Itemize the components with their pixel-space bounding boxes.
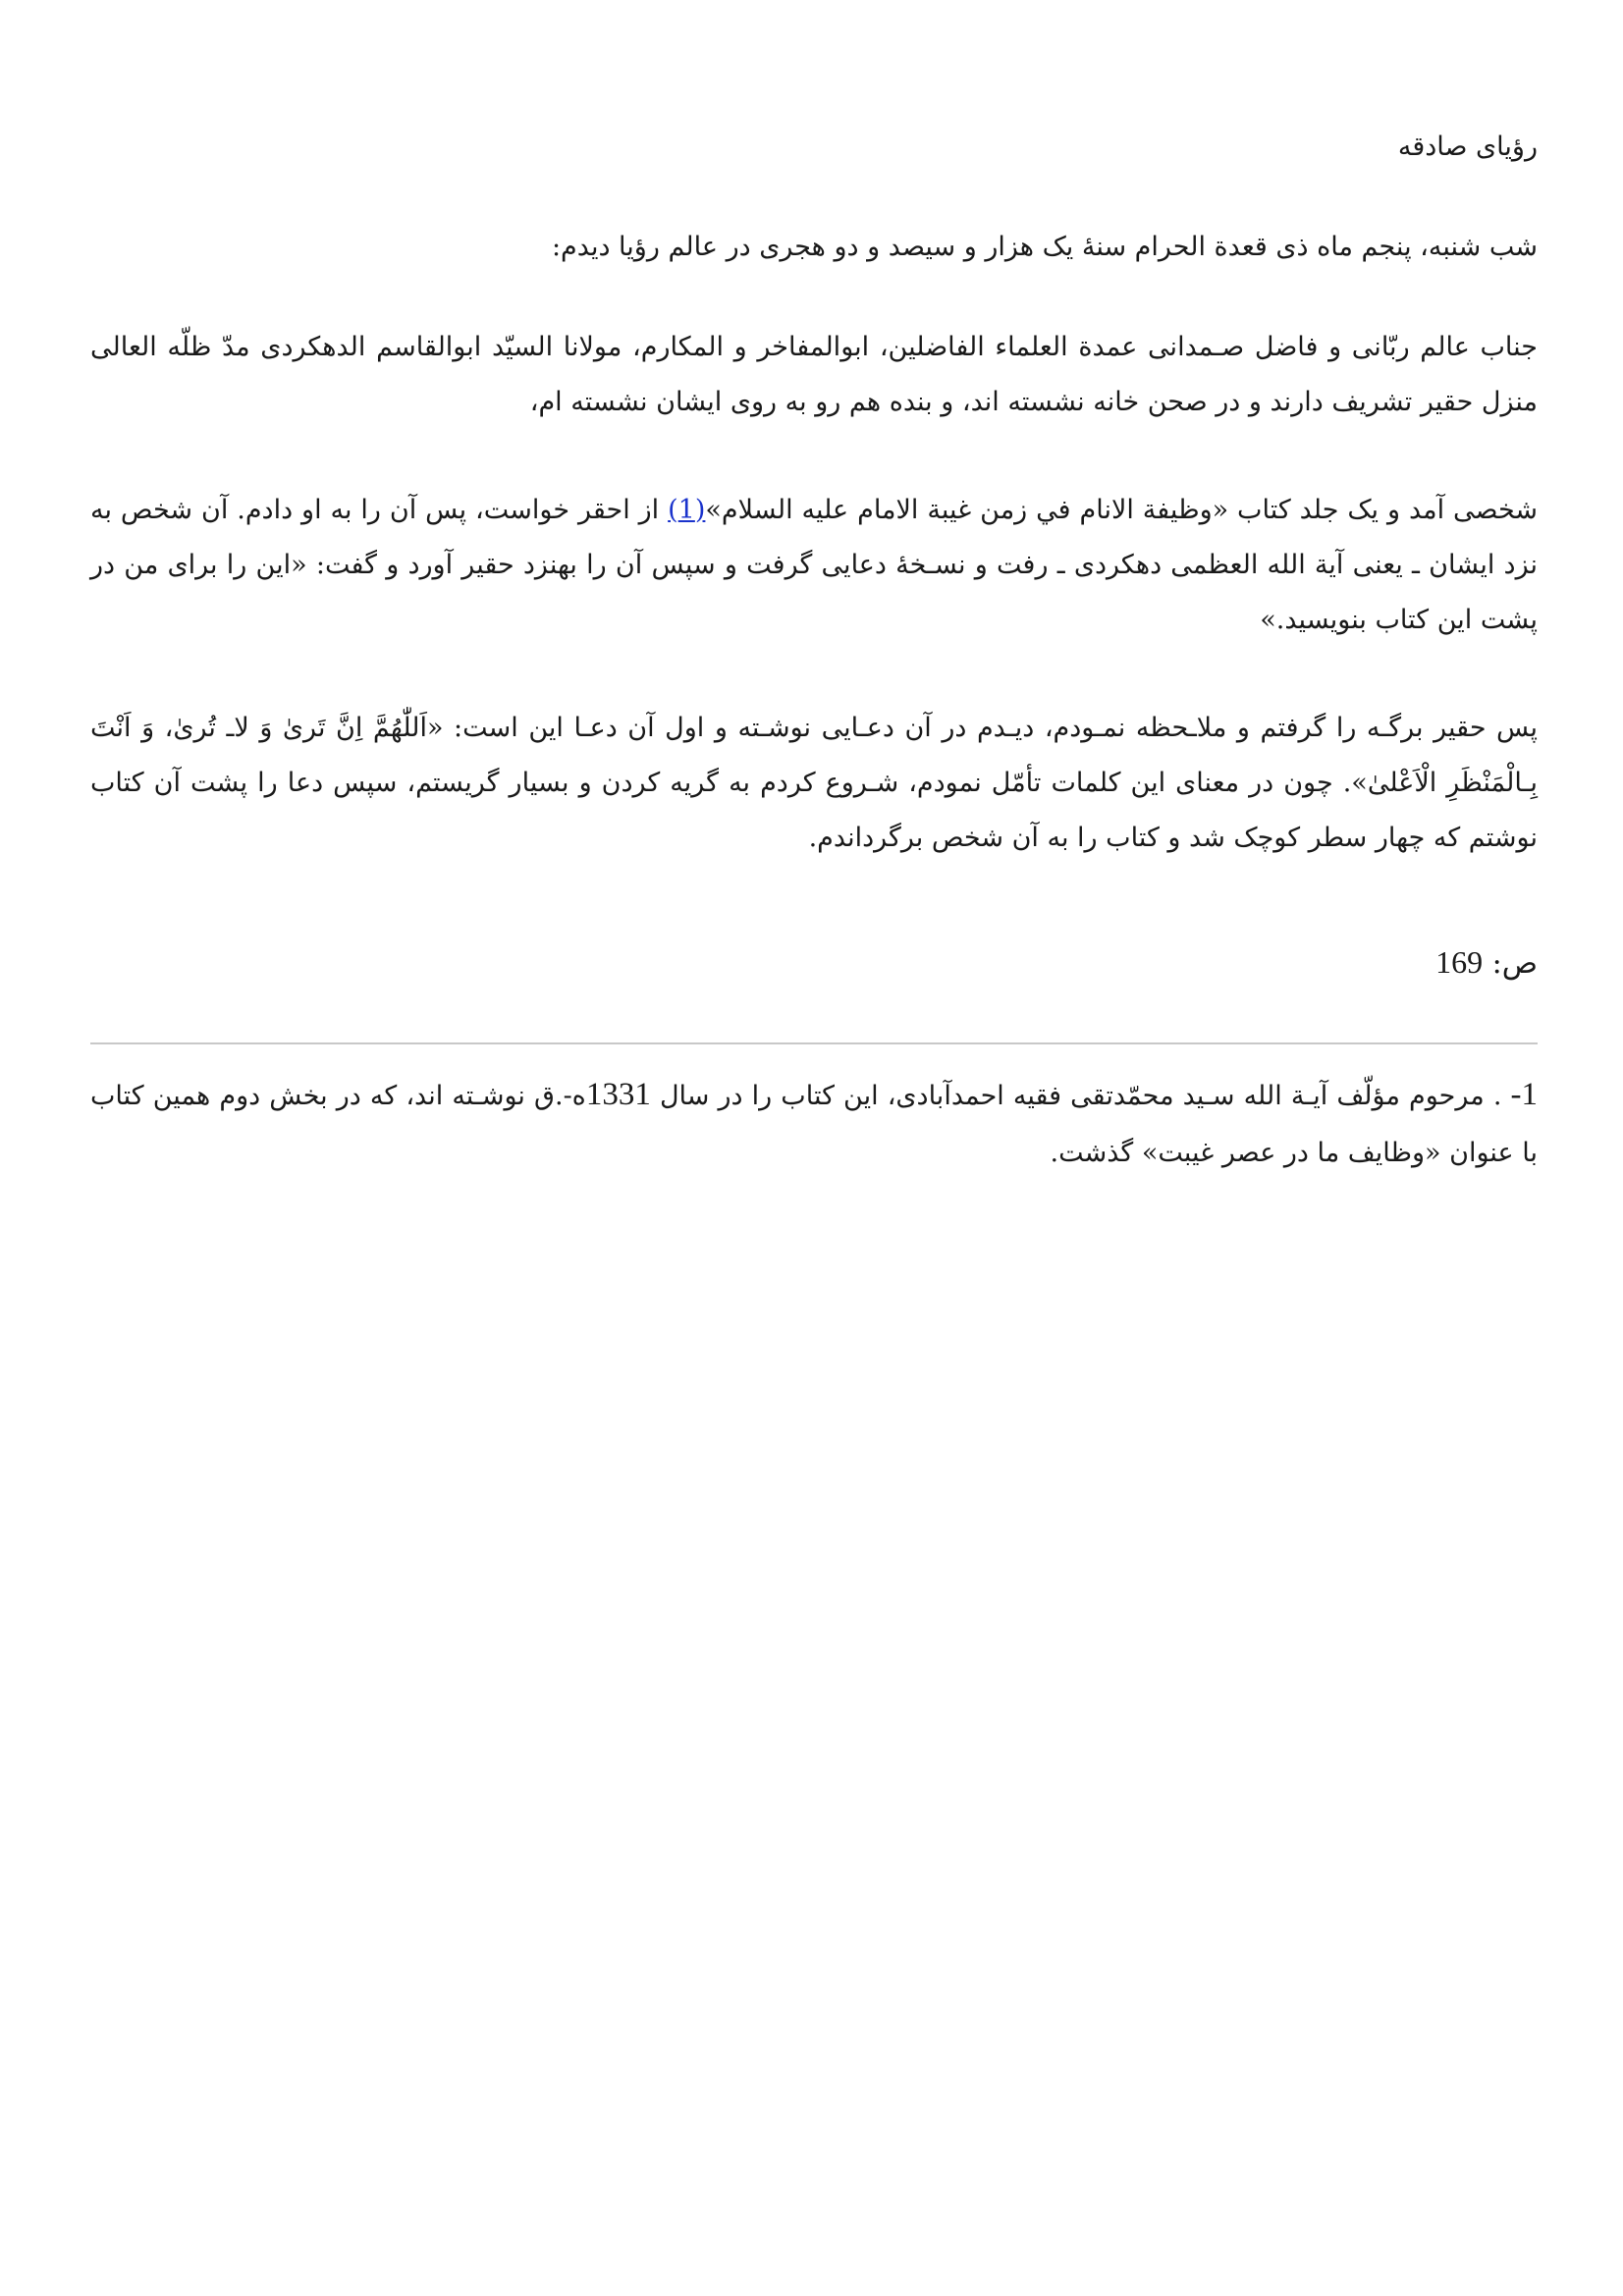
footnote-text-end: ه-.ق نوشـته اند، که در بخش دوم همین کتاب با عنوان «وظایف ما در عصر غیبت» گذشت. (90, 1081, 1538, 1168)
paragraph-4: پس حقیر برگـه را گرفتم و ملاـحظه نمـودم، دیـدم در آن دعـایی نوشـته و اول آن دعـا این است: «اَللّٰهُمَّ اِنَّ تَریٰ وَ لاـ تُریٰ، وَ اَنْتَ بِـالْمَنْظَرِ الْاَعْلیٰ». چون در معنای این کلمات تأمّل نمودم، شـروع کردم به گریه کردن و بسیار گریستم، سپس دعا را پشت آن کتاب نوشتم که چهار سطر کوچک شد و کتاب را به آن شخص برگرداندم. (90, 713, 1538, 853)
paragraph-1: شب شنبه، پنجم ماه ذی قعدة الحرام سنهٔ یک هزار و سیصد و دو هجری در عالم رؤیا دیدم: (551, 232, 1538, 262)
page-label: ص: (1491, 946, 1538, 981)
footnote-year: 1331 (585, 1077, 651, 1112)
section-heading: رؤیای صادقه (1397, 132, 1538, 162)
paragraph-2: جناب عالم ربّانی و فاضل صـمدانی عمدة العلماء الفاضلین، ابوالمفاخر و المکارم، مولانا السیّد ابوالقاسم الدهکردی مدّ ظلّه العالی منزل حقیر تشریف دارند و در صحن خانه نشسته اند، و بنده هم رو به روی ایشان نشسته ام، (90, 332, 1538, 417)
document-page (90, 0, 1538, 2296)
paragraph-3 (90, 483, 1538, 648)
page-number (1435, 940, 1538, 986)
footnote-reference-link[interactable]: (1) (668, 495, 706, 525)
footnote-marker: 1- (1510, 1077, 1538, 1112)
page-number-value: 169 (1435, 944, 1484, 980)
paragraph-3-text-start: شخصی آمد و یک جلد کتاب «وظیفة الانام في زمن غیبة الامام علیه السلام» (705, 495, 1538, 525)
footnote-divider (90, 1042, 1538, 1044)
paragraph-3-text-end: از احقر خواست، پس آن را به او دادم. آن شخص به نزد ایشان ـ یعنی آیة الله العظمی دهکردی ـ رفت و نسـخهٔ دعایی گرفت و سپس آن را بهنزد حقیر آورد و گفت: «این را برای من در پشت این کتاب بنویسید.» (90, 495, 1538, 635)
footnote (90, 1066, 1538, 1182)
footnote-text-start: . مرحوم مؤلّف آیـة الله سـید محمّدتقی فقیه احمدآبادی، این کتاب را در سال (650, 1081, 1511, 1111)
